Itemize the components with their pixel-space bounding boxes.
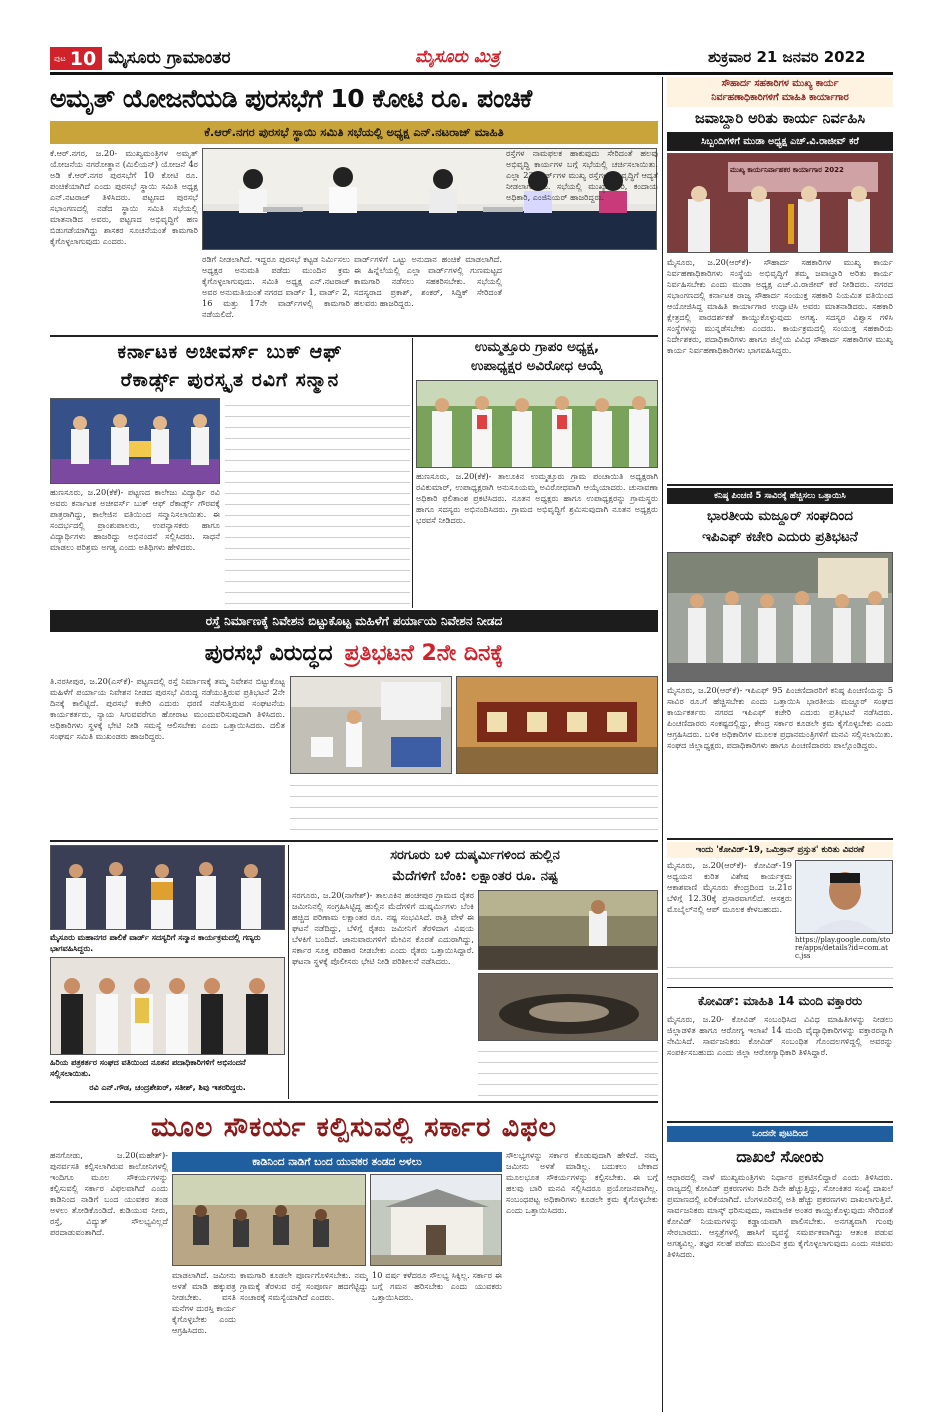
page-number-badge	[50, 47, 102, 70]
story-workshop-kicker	[667, 77, 893, 107]
grampanchayat-photo	[416, 380, 658, 468]
story-amrut-col3: ವಾರ್ಡ್‌ಗಳಿಗೆ ಒಟ್ಟು ಅನುದಾನ ಹಂಚಿಕೆ ಮಾಡಲಾಗಿದೆ. ಈ ಹಿನ್ನೆಲೆಯಲ್ಲಿ ಎಲ್ಲಾ ವಾರ್ಡ್‌ಗಳಲ್ಲಿ ಗುಣಮಟ್ಟದ ಕಾಮಗಾರಿ ನಡೆಸಲು ಸಹಕರಿಸಬೇಕು. ಸಭೆಯಲ್ಲಿ ಸದಸ್ಯರಾದ ಪ್ರಕಾಶ್, ಶಂಕರ್, ಸಿದ್ದಿಕ್ ಸೇರಿದಂತೆ ಹಲವರು ಹಾಜರಿದ್ದರು.	[354, 254, 502, 308]
strip-text: ರಸ್ತೆ ನಿರ್ಮಾಣಕ್ಕೆ ನಿವೇಶನ ಬಿಟ್ಟುಕೊಟ್ಟ ಮಹಿಳೆಗೆ ಪರ್ಯಾಯ ನಿವೇಶನ ನೀಡದ	[205, 614, 503, 628]
headline-line2: ಇಪಿಎಫ್ ಕಚೇರಿ ಎದುರು ಪ್ರತಿಭಟನೆ	[702, 529, 858, 545]
felicitation-caption-1: ಮೈಸೂರು ಮಹಾನಗರ ಪಾಲಿಕೆ ವಾರ್ಡ್ ಸದಸ್ಯರಿಗೆ ಸನ್ಮಾನ ಕಾರ್ಯಕ್ರಮದಲ್ಲಿ ಗಣ್ಯರು ಭಾಗವಹಿಸಿದ್ದರು.	[50, 933, 261, 953]
headline-line1: ಕರ್ನಾಟಕ ಅಚೀವರ್ಸ್ ಬುಕ್ ಆಫ್	[117, 341, 343, 363]
rule-under-story5	[50, 1101, 658, 1103]
story-grampanchayat-body: ಹುಣಸೂರು, ಜ.20(ಕೆಕೆ)- ತಾಲೂಕಿನ ಉಮ್ಮತ್ತೂರು ಗ್ರಾಮ ಪಂಚಾಯಿತಿ ಅಧ್ಯಕ್ಷರಾಗಿ ರವಿಕುಮಾರ್, ಉಪಾಧ್ಯಕ್ಷರಾಗಿ ಅನುಸೂಯಮ್ಮ ಅವಿರೋಧವಾಗಿ ಆಯ್ಕೆಯಾದರು. ಚುನಾವಣಾ ಅಧಿಕಾರಿ ಫಲಿತಾಂಶ ಪ್ರಕಟಿಸಿದರು. ನೂತನ ಅಧ್ಯಕ್ಷರು ಹಾಗೂ ಉಪಾಧ್ಯಕ್ಷರನ್ನು ಗ್ರಾಮಸ್ಥರು ಹಾಗೂ ಸದಸ್ಯರು ಅಭಿನಂದಿಸಿದರು. ಗ್ರಾಮದ ಅಭಿವೃದ್ಧಿಗೆ ಶ್ರಮಿಸುವುದಾಗಿ ನೂತನ ಅಧ್ಯಕ್ಷರು ಭರವಸೆ ನೀಡಿದರು.	[416, 471, 658, 525]
felicitation-caption-2: ಹಿರಿಯ ಪತ್ರಕರ್ತರ ಸಂಘದ ವತಿಯಿಂದ ನೂತನ ಪದಾಧಿಕಾರಿಗಳಿಗೆ ಅಭಿನಂದನೆ ಸಲ್ಲಿಸಲಾಯಿತು.	[50, 1058, 246, 1078]
headline-part1: ಪುರಸಭೆ ವಿರುದ್ಧದ	[204, 640, 333, 666]
section-name: ಮೈಸೂರು ಗ್ರಾಮಾಂತರ	[108, 48, 231, 68]
story-protest-body: ತಿ.ನರಸೀಪುರ, ಜ.20(ಎಸ್‌ಕೆ)- ಪಟ್ಟಣದಲ್ಲಿ ರಸ್ತೆ ನಿರ್ಮಾಣಕ್ಕೆ ತಮ್ಮ ನಿವೇಶನ ಬಿಟ್ಟುಕೊಟ್ಟ ಮಹಿಳೆಗೆ ಪರ್ಯಾಯ ನಿವೇಶನ ನೀಡದ ಪುರಸಭೆ ವಿರುದ್ಧ ನಡೆಯುತ್ತಿರುವ ಪ್ರತಿಭಟನೆ 2ನೇ ದಿನಕ್ಕೆ ಕಾಲಿಟ್ಟಿದೆ. ಪುರಸಭೆ ಕಚೇರಿ ಎದುರು ಧರಣಿ ನಡೆಸುತ್ತಿರುವ ಸಂಘಟನೆಯ ಕಾರ್ಯಕರ್ತರು, ನ್ಯಾಯ ಸಿಗುವವರೆಗೂ ಹೋರಾಟ ಮುಂದುವರಿಸುವುದಾಗಿ ತಿಳಿಸಿದರು. ಅಧಿಕಾರಿಗಳು ಸ್ಥಳಕ್ಕೆ ಭೇಟಿ ನೀಡಿ ಸಮಸ್ಯೆ ಆಲಿಸಬೇಕು ಎಂದು ಒತ್ತಾಯಿಸಿದರು. ದಲಿತ ಸಂಘರ್ಷ ಸಮಿತಿ ಮುಖಂಡರು ಹಾಜರಿದ್ದರು.	[50, 676, 285, 741]
story-infra-body-left: ಹನಗೋಡು, ಜ.20(ಮಹೇಶ್)- ಪುನರ್ವಸತಿ ಕಲ್ಪಿಸಲಾಗಿರುವ ಕಾಲೋನಿಗಳಲ್ಲಿ ಇಂದಿಗೂ ಮೂಲ ಸೌಕರ್ಯಗಳನ್ನು ಕಲ್ಪಿಸುವಲ್ಲಿ ಸರ್ಕಾರ ವಿಫಲವಾಗಿದೆ ಎಂದು ಕಾಡಿನಿಂದ ನಾಡಿಗೆ ಬಂದ ಯುವಕರ ತಂಡ ಅಳಲು ತೋಡಿಕೊಂಡಿದೆ. ಕುಡಿಯುವ ನೀರು, ರಸ್ತೆ, ವಿದ್ಯುತ್ ಸೌಲಭ್ಯವಿಲ್ಲದೆ ಪರದಾಡುವಂತಾಗಿದೆ.	[50, 1150, 168, 1237]
rule-under-right1	[667, 484, 893, 486]
story-covid-talk-body: ಮೈಸೂರು, ಜ.20(ಆರ್‌ಕೆ)- ಕೋವಿಡ್-19 ಅಧ್ಯಯನ ಕುರಿತ ವಿಶೇಷ ಕಾರ್ಯಕ್ರಮ ಆಕಾಶವಾಣಿ ಮೈಸೂರು ಕೇಂದ್ರದಿಂದ ಜ.21ರ ಬೆಳಿಗ್ಗೆ 12.30ಕ್ಕೆ ಪ್ರಸಾರವಾಗಲಿದೆ. ಆಸಕ್ತರು ಮೊಬೈಲ್‌ನಲ್ಲಿ ಆಪ್ ಮೂಲಕ ಕೇಳಬಹುದು.	[667, 860, 792, 914]
haystack-photo1-art	[479, 891, 658, 970]
haystack-photo2-art	[479, 974, 658, 1041]
bms-protest-photo	[667, 552, 893, 682]
story-protest-body-cont	[290, 778, 658, 838]
headline-line2: ರೆಕಾರ್ಡ್ಸ್ ಪುರಸ್ಕೃತ ರವಿಗೆ ಸನ್ಮಾನ	[120, 369, 340, 391]
story-bms-body: ಮೈಸೂರು, ಜ.20(ಆರ್‌ಕೆ)- ಇಪಿಎಫ್ 95 ಪಿಂಚಣಿದಾರರಿಗೆ ಕನಿಷ್ಠ ಪಿಂಚಣಿಯನ್ನು 5 ಸಾವಿರ ರೂ.ಗೆ ಹೆಚ್ಚಿಸಬೇಕು ಎಂದು ಒತ್ತಾಯಿಸಿ ಭಾರತೀಯ ಮಜ್ದೂರ್ ಸಂಘದ ಕಾರ್ಯಕರ್ತರು ನಗರದ ಇಪಿಎಫ್ ಕಚೇರಿ ಎದುರು ಪ್ರತಿಭಟನೆ ನಡೆಸಿದರು. ಪಿಂಚಣಿದಾರರು ಸಂಕಷ್ಟದಲ್ಲಿದ್ದು, ಕೇಂದ್ರ ಸರ್ಕಾರ ಕೂಡಲೇ ಕ್ರಮ ಕೈಗೊಳ್ಳಬೇಕು ಎಂದು ಆಗ್ರಹಿಸಿದರು. ಬಳಿಕ ಅಧಿಕಾರಿಗಳ ಮೂಲಕ ಪ್ರಧಾನಮಂತ್ರಿಗಳಿಗೆ ಮನವಿ ಸಲ್ಲಿಸಲಾಯಿತು. ಸಂಘದ ಜಿಲ್ಲಾಧ್ಯಕ್ಷರು, ಪದಾಧಿಕಾರಿಗಳು ಹಾಗೂ ಪಿಂಚಣಿದಾರರು ಪಾಲ್ಗೊಂಡಿದ್ದರು.	[667, 685, 893, 750]
headline: ಕೋವಿಡ್: ಮಾಹಿತಿ 14 ಮಂದಿ ವಕ್ತಾರರು	[697, 994, 863, 1008]
workshop-banner-text: ಮುಖ್ಯ ಕಾರ್ಯನಿರ್ವಾಹಕರ ಕಾರ್ಯಾಗಾರ 2022	[730, 166, 844, 174]
story-workshop-headline	[667, 107, 893, 131]
divider-v-felicitation	[288, 845, 289, 1099]
story-fire-body-cont	[478, 1044, 658, 1098]
protest-photo-art	[291, 677, 452, 774]
rule-under-story4	[50, 840, 658, 842]
photo-banner-text: ಕಾಡಿನಿಂದ ನಾಡಿಗೆ ಬಂದ ಯುವಕರ ತಂಡದ ಅಳಲು	[252, 1156, 422, 1168]
story-amrut-col4: ರಸ್ತೆಗಳ ನಾಮಫಲಕ ಹಾಕುವುದು ಸೇರಿದಂತೆ ಹಲವು ಅಭಿವೃದ್ಧಿ ಕಾರ್ಯಗಳ ಬಗ್ಗೆ ಸಭೆಯಲ್ಲಿ ಚರ್ಚಿಸಲಾಯಿತು. ಎಲ್ಲಾ 23 ವಾರ್ಡ್‌ಗಳ ಮುಖ್ಯ ರಸ್ತೆಗಳ ಅಭಿವೃದ್ಧಿಗೆ ಆದ್ಯತೆ ನೀಡಲಾಗುವುದು. ಸಭೆಯಲ್ಲಿ ಮುಖ್ಯಾಧಿಕಾರಿ, ಕಂದಾಯ ಅಧಿಕಾರಿ, ಎಂಜಿನಿಯರ್ ಹಾಜರಿದ್ದರು.	[506, 148, 658, 202]
achievers-photo-art	[51, 399, 220, 484]
portrait-art	[796, 861, 893, 934]
felicitation-photo-2	[50, 957, 285, 1055]
story-covid-talk-headline	[667, 842, 893, 858]
story-infection-kicker	[667, 1126, 893, 1142]
workshop-photo	[667, 153, 893, 253]
felicitation-caption-3: ರವಿ ಎನ್.ಗೌಡ, ಚಂದ್ರಶೇಖರ್, ಸತೀಶ್, ಶಿವು ಇತರರಿದ್ದರು.	[89, 1083, 246, 1092]
headline-line1: ಸರಗೂರು ಬಳಿ ದುಷ್ಕರ್ಮಿಗಳಿಂದ ಹುಲ್ಲಿನ	[390, 848, 560, 863]
story-fire-headline	[292, 845, 658, 887]
headline: ಜವಾಬ್ದಾರಿ ಅರಿತು ಕಾರ್ಯ ನಿರ್ವಹಿಸಿ	[694, 111, 866, 127]
story-infection-headline	[667, 1144, 893, 1170]
story-bms-headline	[667, 506, 893, 550]
headline-part2: ಪ್ರತಿಭಟನೆ 2ನೇ ದಿನಕ್ಕೆ	[344, 640, 504, 666]
story-amrut-col1: ಕೆ.ಆರ್.ನಗರ, ಜ.20- ಮುಖ್ಯಮಂತ್ರಿಗಳ ಅಮೃತ್ ಯೋಜನೆಯ ನಗರೋತ್ಥಾನ (ಮಿಲಿಯನ್) ಯೋಜನೆ 4ರ ಅಡಿ ಕೆ.ಆರ್.ನಗರ ಪುರಸಭೆಗೆ 10 ಕೋಟಿ ರೂ. ಪಂಚಿಕೆಯಾಗಿದೆ ಎಂದು ಪುರಸಭೆ ಸ್ಥಾಯಿ ಸಮಿತಿ ಅಧ್ಯಕ್ಷ ಎನ್.ನಟರಾಜ್ ತಿಳಿಸಿದರು. ಪಟ್ಟಣದ ಪುರಸಭೆ ಸಭಾಂಗಣದಲ್ಲಿ ನಡೆದ ಸ್ಥಾಯಿ ಸಮಿತಿ ಸಭೆಯಲ್ಲಿ ಮಾತನಾಡಿದ ಅವರು, ಪಟ್ಟಣದ ಅಭಿವೃದ್ಧಿಗೆ ಹಣ ಬಿಡುಗಡೆಯಾಗಿದ್ದು ಶಾಸಕರ ಸೂಚನೆಯಂತೆ ಕಾಮಗಾರಿ ಕೈಗೊಳ್ಳಲಾಗುವುದು ಎಂದರು.	[50, 148, 198, 246]
masthead	[0, 0, 945, 76]
story-protest-headline	[50, 634, 658, 672]
headline-line2: ಉಪಾಧ್ಯಕ್ಷರ ಅವಿರೋಧ ಆಯ್ಕೆ	[470, 358, 604, 374]
achievers-body: ಹುಣಸೂರು, ಜ.20(ಕೆಕೆ)- ಪಟ್ಟಣದ ಕಾಲೇಜು ವಿದ್ಯಾರ್ಥಿ ರವಿ ಅವರು ಕರ್ನಾಟಕ ಅಚೀವರ್ಸ್ ಬುಕ್ ಆಫ್ ರೆಕಾರ್ಡ್ಸ್ ಗೌರವಕ್ಕೆ ಪಾತ್ರರಾಗಿದ್ದು, ಕಾಲೇಜಿನ ವತಿಯಿಂದ ಸನ್ಮಾನಿಸಲಾಯಿತು. ಈ ಸಂದರ್ಭದಲ್ಲಿ ಪ್ರಾಂಶುಪಾಲರು, ಉಪನ್ಯಾಸಕರು ಹಾಗೂ ವಿದ್ಯಾರ್ಥಿಗಳು ಹಾಜರಿದ್ದು ಅಭಿನಂದನೆ ಸಲ್ಲಿಸಿದರು. ಸಾಧನೆ ಮಾಡಲು ಪರಿಶ್ರಮ ಅಗತ್ಯ ಎಂದು ಅತಿಥಿಗಳು ಹೇಳಿದರು.	[50, 487, 220, 552]
kicker-line1: ಸೌಹಾರ್ದ ಸಹಕಾರಿಗಳ ಮುಖ್ಯ ಕಾರ್ಯ	[721, 78, 839, 89]
felicitation-photo-1	[50, 845, 285, 930]
headline: ದಾಖಲೆ ಸೋಂಕು	[736, 1147, 824, 1166]
headline-line1: ಭಾರತೀಯ ಮಜ್ದೂರ್ ಸಂಘದಿಂದ	[706, 508, 853, 524]
subhead: ಕೆ.ಆರ್.ನಗರ ಪುರಸಭೆ ಸ್ಥಾಯಿ ಸಮಿತಿ ಸಭೆಯಲ್ಲಿ ಅಧ್ಯಕ್ಷ ಎನ್.ನಟರಾಜ್ ಮಾಹಿತಿ	[204, 125, 504, 139]
felicitation-photo2-art	[51, 958, 285, 1055]
house-photo-art	[371, 1175, 502, 1266]
rule-covid-talk	[667, 987, 893, 988]
story-covid14-body: ಮೈಸೂರು, ಜ.20- ಕೋವಿಡ್ ಸಂಬಂಧಿಸಿದ ವಿವಿಧ ಮಾಹಿತಿಗಳನ್ನು ನೀಡಲು ಜಿಲ್ಲಾಡಳಿತ ಹಾಗೂ ಆರೋಗ್ಯ ಇಲಾಖೆ 14 ಮಂದಿ ವೈದ್ಯಾಧಿಕಾರಿಗಳನ್ನು ವಕ್ತಾರರನ್ನಾಗಿ ನೇಮಿಸಿದೆ. ಸಾರ್ವಜನಿಕರು ಕೋವಿಡ್ ಸಂಬಂಧಿತ ಗೊಂದಲಗಳಿದ್ದಲ್ಲಿ ಅವರನ್ನು ಸಂಪರ್ಕಿಸಬಹುದು ಎಂದು ಜಿಲ್ಲಾ ಆರೋಗ್ಯಾಧಿಕಾರಿ ತಿಳಿಸಿದ್ದಾರೆ.	[667, 1014, 893, 1057]
burnt-haystack-photo-2	[478, 973, 658, 1041]
paper-name: ಮೈಸೂರು ಮಿತ್ರ	[415, 47, 500, 67]
subhead: ಸಿಬ್ಬಂದಿಗಳಿಗೆ ಮುಡಾ ಅಧ್ಯಕ್ಷ ಎಚ್.ವಿ.ರಾಜೀವ್ ಕರೆ	[701, 136, 859, 147]
headline: ಇಂದು 'ಕೋವಿಡ್-19, ಒಮಿಕ್ರಾನ್ ಪ್ರಸ್ತುತ' ಕುರಿತು ವಿವರಣೆ	[695, 845, 865, 855]
masthead-rule	[50, 72, 893, 75]
achievers-photo	[50, 398, 220, 484]
story-achievers-body-left	[50, 487, 220, 607]
story-amrut-subhead	[50, 121, 658, 144]
burnt-haystack-photo-1	[478, 890, 658, 970]
headline-line2: ಮೆದೆಗಳಿಗೆ ಬೆಂಕಿ: ಲಕ್ಷಾಂತರ ರೂ. ನಷ್ಟ	[392, 869, 558, 884]
stage-photo-art	[457, 677, 658, 774]
story-workshop-body: ಮೈಸೂರು, ಜ.20(ಆರ್‌ಕೆ)- ಸೌಹಾರ್ದ ಸಹಕಾರಿಗಳ ಮುಖ್ಯ ಕಾರ್ಯ ನಿರ್ವಹಣಾಧಿಕಾರಿಗಳು ಸಂಸ್ಥೆಯ ಅಭಿವೃದ್ಧಿಗೆ ತಮ್ಮ ಜವಾಬ್ದಾರಿ ಅರಿತು ಕಾರ್ಯ ನಿರ್ವಹಿಸಬೇಕು ಎಂದು ಮುಡಾ ಅಧ್ಯಕ್ಷ ಎಚ್.ವಿ.ರಾಜೀವ್ ಕರೆ ನೀಡಿದರು. ನಗರದ ಸಭಾಂಗಣದಲ್ಲಿ ಕರ್ನಾಟಕ ರಾಜ್ಯ ಸೌಹಾರ್ದ ಸಂಯುಕ್ತ ಸಹಕಾರಿ ನಿಯಮಿತ ವತಿಯಿಂದ ಆಯೋಜಿಸಿದ್ದ ಮಾಹಿತಿ ಕಾರ್ಯಾಗಾರ ಉದ್ಘಾಟಿಸಿ ಅವರು ಮಾತನಾಡಿದರು. ಸಹಕಾರಿ ಕ್ಷೇತ್ರದಲ್ಲಿ ಪಾರದರ್ಶಕತೆ ಕಾಯ್ದುಕೊಳ್ಳುವುದು ಅಗತ್ಯ. ಸದಸ್ಯರ ವಿಶ್ವಾಸ ಗಳಿಸಿ ಸಂಸ್ಥೆಗಳನ್ನು ಮುನ್ನಡೆಸಬೇಕು ಎಂದರು. ಕಾರ್ಯಕ್ರಮದಲ್ಲಿ ಸಂಯುಕ್ತ ಸಹಕಾರಿಯ ನಿರ್ದೇಶಕರು, ಪದಾಧಿಕಾರಿಗಳು ಹಾಗೂ ಜಿಲ್ಲೆಯ ವಿವಿಧ ಸೌಹಾರ್ದ ಸಹಕಾರಿಗಳ ಮುಖ್ಯ ಕಾರ್ಯ ನಿರ್ವಹಣಾಧಿಕಾರಿಗಳು ಭಾಗವಹಿಸಿದ್ದರು.	[667, 257, 893, 355]
story-infra-body-mid3: 10 ವರ್ಷ ಕಳೆದರೂ ಸೌಲಭ್ಯ ಸಿಕ್ಕಿಲ್ಲ. ಸರ್ಕಾರ ಈ ಬಗ್ಗೆ ಗಮನ ಹರಿಸಬೇಕು ಎಂದು ಯುವಕರು ಒತ್ತಾಯಿಸಿದರು.	[372, 1270, 502, 1302]
story-grampanchayat-headline	[416, 338, 658, 378]
story-infra-photo-banner	[172, 1152, 502, 1172]
story-achievers-body-right	[225, 398, 410, 608]
page-label: ಪುಟ	[54, 53, 66, 63]
house-photo	[370, 1174, 502, 1266]
story-infection-body: ಆಧಾರದಲ್ಲಿ ನಾಳೆ ಮುಖ್ಯಮಂತ್ರಿಗಳು ನಿರ್ಧಾರ ಪ್ರಕಟಿಸಲಿದ್ದಾರೆ ಎಂದು ತಿಳಿಸಿದರು. ರಾಜ್ಯದಲ್ಲಿ ಕೋವಿಡ್ ಪ್ರಕರಣಗಳು ದಿನೇ ದಿನೇ ಹೆಚ್ಚುತ್ತಿದ್ದು, ಸೋಂಕಿತರ ಸಂಖ್ಯೆ ದಾಖಲೆ ಪ್ರಮಾಣದಲ್ಲಿ ಏರಿಕೆಯಾಗಿದೆ. ಬೆಂಗಳೂರಿನಲ್ಲಿ ಅತಿ ಹೆಚ್ಚು ಪ್ರಕರಣಗಳು ದಾಖಲಾಗುತ್ತಿವೆ. ಸಾರ್ವಜನಿಕರು ಮಾಸ್ಕ್ ಧರಿಸುವುದು, ಸಾಮಾಜಿಕ ಅಂತರ ಕಾಯ್ದುಕೊಳ್ಳುವುದು ಸೇರಿದಂತೆ ಕೋವಿಡ್ ನಿಯಮಗಳನ್ನು ಕಡ್ಡಾಯವಾಗಿ ಪಾಲಿಸಬೇಕು. ಅನಗತ್ಯವಾಗಿ ಗುಂಪು ಸೇರಬಾರದು. ಆಸ್ಪತ್ರೆಗಳಲ್ಲಿ ಹಾಸಿಗೆ ವ್ಯವಸ್ಥೆ ಸಮರ್ಪಕವಾಗಿದ್ದು ಆತಂಕ ಪಡುವ ಅಗತ್ಯವಿಲ್ಲ. ತಜ್ಞರ ಸಲಹೆ ಪಡೆದು ಮುಂದಿನ ಕ್ರಮ ಕೈಗೊಳ್ಳಲಾಗುವುದು ಎಂದು ಸಚಿವರು ತಿಳಿಸಿದರು.	[667, 1172, 893, 1259]
headline: ಮೂಲ ಸೌಕರ್ಯ ಕಲ್ಪಿಸುವಲ್ಲಿ ಸರ್ಕಾರ ವಿಫಲ	[150, 1112, 558, 1143]
story-bms-kicker	[667, 488, 893, 504]
story-achievers-headline	[50, 338, 410, 396]
covid-app-url[interactable]: https://play.google.com/store/apps/details?id=com.atc.jss	[795, 936, 891, 960]
youth-photo-art	[173, 1175, 366, 1266]
issue-date: ಶುಕ್ರವಾರ 21 ಜನವರಿ 2022	[708, 48, 866, 66]
story-amrut-headline	[50, 80, 658, 120]
kicker: ಒಂದನೇ ಪುಟದಿಂದ	[752, 1129, 808, 1139]
rule-under-covid14	[667, 1121, 893, 1123]
story-infra-body-mid1: ಮಾಡಲಾಗಿದೆ. ಜಮೀನು ಅಳತೆ ಮಾಡಿ ಹಕ್ಕುಪತ್ರ ನೀಡಬೇಕು. ವಸತಿ ಮನೆಗಳ ದುರಸ್ತಿ ಕಾರ್ಯ ಕೈಗೊಳ್ಳಬೇಕು ಎಂದು ಆಗ್ರಹಿಸಿದರು.	[172, 1270, 236, 1335]
page-number: 10	[69, 47, 97, 70]
protest-strip-banner	[50, 610, 658, 632]
speaker-portrait	[795, 860, 893, 934]
headline-line1: ಉಮ್ಮತ್ತೂರು ಗ್ರಾಪಂ ಅಧ್ಯಕ್ಷ,	[474, 339, 600, 355]
column-divider-right	[662, 77, 663, 1412]
story-infra-body-mid2: ಕಾಮಗಾರಿ ಕೂಡಲೇ ಪೂರ್ಣಗೊಳಿಸಬೇಕು. ನಮ್ಮ ಗ್ರಾಮಕ್ಕೆ ತೆರಳುವ ರಸ್ತೆ ಸಂಪೂರ್ಣ ಹದಗೆಟ್ಟಿದ್ದು ಸಂಚಾರಕ್ಕೆ ಸಮಸ್ಯೆಯಾಗಿದೆ ಎಂದರು.	[240, 1270, 368, 1302]
divider-v-records	[412, 338, 413, 608]
story-amrut-col2: ರಡಿಗೆ ನೀಡಲಾಗಿದೆ. ಇದ್ದರೂ ಪುರಸಭೆ ಕಟ್ಟಡ ನಿರ್ಮಿಸಲು ಅಧ್ಯಕ್ಷರ ಅನುಮತಿ ಪಡೆದು ಮುಂದಿನ ಕ್ರಮ ಕೈಗೊಳ್ಳಲಾಗುವುದು. ಸಮಿತಿ ಅಧ್ಯಕ್ಷ ಎನ್.ನಟರಾಜ್ ಅವರ ಅನುಮತಿಯಂತೆ ನಗರದ ವಾರ್ಡ್ 1, ವಾರ್ಡ್ 2, 16 ಮತ್ತು 17ನೇ ವಾರ್ಡ್‌ಗಳಲ್ಲಿ ಕಾಮಗಾರಿ ನಡೆಯಲಿದೆ.	[202, 254, 350, 319]
grampanchayat-photo-art	[417, 381, 658, 468]
headline: ಅಮೃತ್ ಯೋಜನೆಯಡಿ ಪುರಸಭೆಗೆ 10 ಕೋಟಿ ರೂ. ಪಂಚಿಕೆ	[50, 84, 532, 113]
protest-stage-photo	[456, 676, 658, 774]
kicker: ಕನಿಷ್ಠ ಪಿಂಚಣಿ 5 ಸಾವಿರಕ್ಕೆ ಹೆಚ್ಚಿಸಲು ಒತ್ತಾಯಿಸಿ	[714, 491, 846, 501]
story-infra-headline	[50, 1108, 658, 1148]
story-infra-body-right: ಸೌಲಭ್ಯಗಳನ್ನು ಸರ್ಕಾರ ಕೊಡುವುದಾಗಿ ಹೇಳಿದೆ. ನಮ್ಮ ಜಮೀನು ಅಳತೆ ಮಾಡಿಲ್ಲ. ಬದುಕಲು ಬೇಕಾದ ಮೂಲಭೂತ ಸೌಕರ್ಯಗಳನ್ನು ಕಲ್ಪಿಸಬೇಕು. ಈ ಬಗ್ಗೆ ಹಲವು ಬಾರಿ ಮನವಿ ಸಲ್ಲಿಸಿದರೂ ಪ್ರಯೋಜನವಾಗಿಲ್ಲ. ಸಂಬಂಧಪಟ್ಟ ಅಧಿಕಾರಿಗಳು ಕೂಡಲೇ ಕ್ರಮ ಕೈಗೊಳ್ಳಬೇಕು ಎಂದು ಒತ್ತಾಯಿಸಿದರು.	[506, 1150, 658, 1215]
story-fire-body: ಸರಗೂರು, ಜ.20(ನಾಗೇಶ್)- ತಾಲೂಕಿನ ಹಂಚೀಪುರ ಗ್ರಾಮದ ರೈತರ ಜಮೀನಿನಲ್ಲಿ ಸಂಗ್ರಹಿಸಿಟ್ಟಿದ್ದ ಹುಲ್ಲಿನ ಮೆದೆಗಳಿಗೆ ದುಷ್ಕರ್ಮಿಗಳು ಬೆಂಕಿ ಹಚ್ಚಿದ ಪರಿಣಾಮ ಲಕ್ಷಾಂತರ ರೂ. ನಷ್ಟ ಸಂಭವಿಸಿದೆ. ರಾತ್ರಿ ವೇಳೆ ಈ ಘಟನೆ ನಡೆದಿದ್ದು, ಬೆಳಿಗ್ಗೆ ರೈತರು ಜಮೀನಿಗೆ ತೆರಳಿದಾಗ ವಿಷಯ ಬೆಳಕಿಗೆ ಬಂದಿದೆ. ಜಾನುವಾರುಗಳಿಗೆ ಮೇವಿನ ಕೊರತೆ ಎದುರಾಗಿದ್ದು, ಸರ್ಕಾರ ಸೂಕ್ತ ಪರಿಹಾರ ನೀಡಬೇಕು ಎಂದು ರೈತರು ಒತ್ತಾಯಿಸಿದ್ದಾರೆ. ಘಟನಾ ಸ್ಥಳಕ್ಕೆ ಪೊಲೀಸರು ಭೇಟಿ ನೀಡಿ ಪರಿಶೀಲನೆ ನಡೆಸಿದರು.	[292, 890, 474, 966]
kicker-line2: ನಿರ್ವಹಣಾಧಿಕಾರಿಗಳಿಗೆ ಮಾಹಿತಿ ಕಾರ್ಯಾಗಾರ	[711, 92, 849, 103]
story-covid14-headline	[667, 990, 893, 1012]
story-covid-talk-body-cont	[667, 960, 893, 986]
youth-group-photo	[172, 1174, 366, 1266]
bms-photo-art	[668, 553, 893, 682]
protest-photo	[290, 676, 452, 774]
felicitation-photo-art	[51, 846, 285, 930]
story-workshop-subhead	[667, 132, 893, 151]
rule-under-right2	[667, 838, 893, 840]
rule-under-story1	[50, 335, 658, 337]
